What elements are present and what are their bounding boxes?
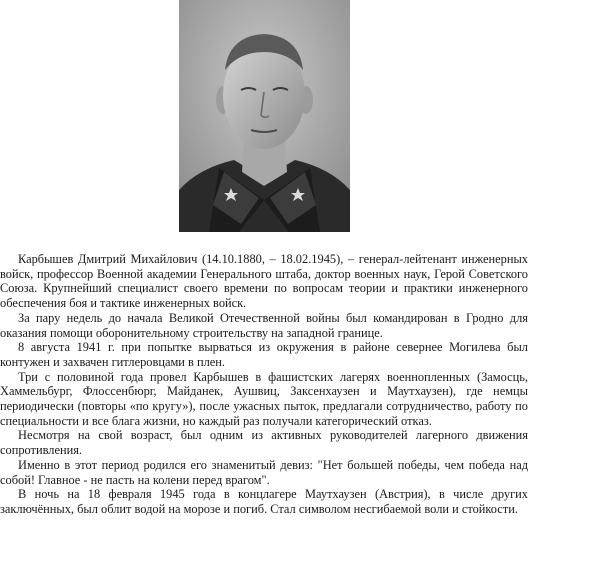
paragraph-grodno: За пару недель до начала Великой Отечественной войны был командирован в Гродно для оказания помощи оборонительному строительству на западной границе. <box>0 310 528 340</box>
portrait-illustration <box>179 0 350 232</box>
paragraph-camps: Три с половиной года провел Карбышев в фашистских лагерях военнопленных (Замосць, Хаммельбург, Флоссенбюрг, Майданек, Аушвиц, Заксенхаузен и Маутхаузен), где немцы периодически (повторы «по кругу»), после ужасных пыток, предлагали сотрудничество, работу по специальности и все блага жизни, но каждый раз получали категорический отказ. <box>0 369 528 428</box>
paragraph-motto: Именно в этот период родился его знаменитый девиз: "Нет большей победы, чем победа над собой! Главное - не пасть на колени перед врагом". <box>0 457 528 487</box>
portrait-photo <box>179 0 350 232</box>
biography-text <box>0 252 528 517</box>
paragraph-resistance: Несмотря на свой возраст, был одним из активных руководителей лагерного движения сопротивления. <box>0 428 528 458</box>
paragraph-death: В ночь на 18 февраля 1945 года в концлагере Маутхаузен (Австрия), в числе других заключённых, был облит водой на морозе и погиб. Стал символом несгибаемой воли и стойкости. <box>0 487 528 516</box>
paragraph-intro: Карбышев Дмитрий Михайлович (14.10.1880, – 18.02.1945), – генерал-лейтенант инженерных войск, профессор Военной академии Генерального штаба, доктор военных наук, Герой Советского Союза. Крупнейший специалист своего времени по вопросам теории и практики инженерного обеспечения боя и тактике инженерных войск. <box>0 252 528 311</box>
paragraph-captured: 8 августа 1941 г. при попытке вырваться из окружения в районе севернее Могилева был контужен и захвачен гитлеровцами в плен. <box>0 340 528 369</box>
